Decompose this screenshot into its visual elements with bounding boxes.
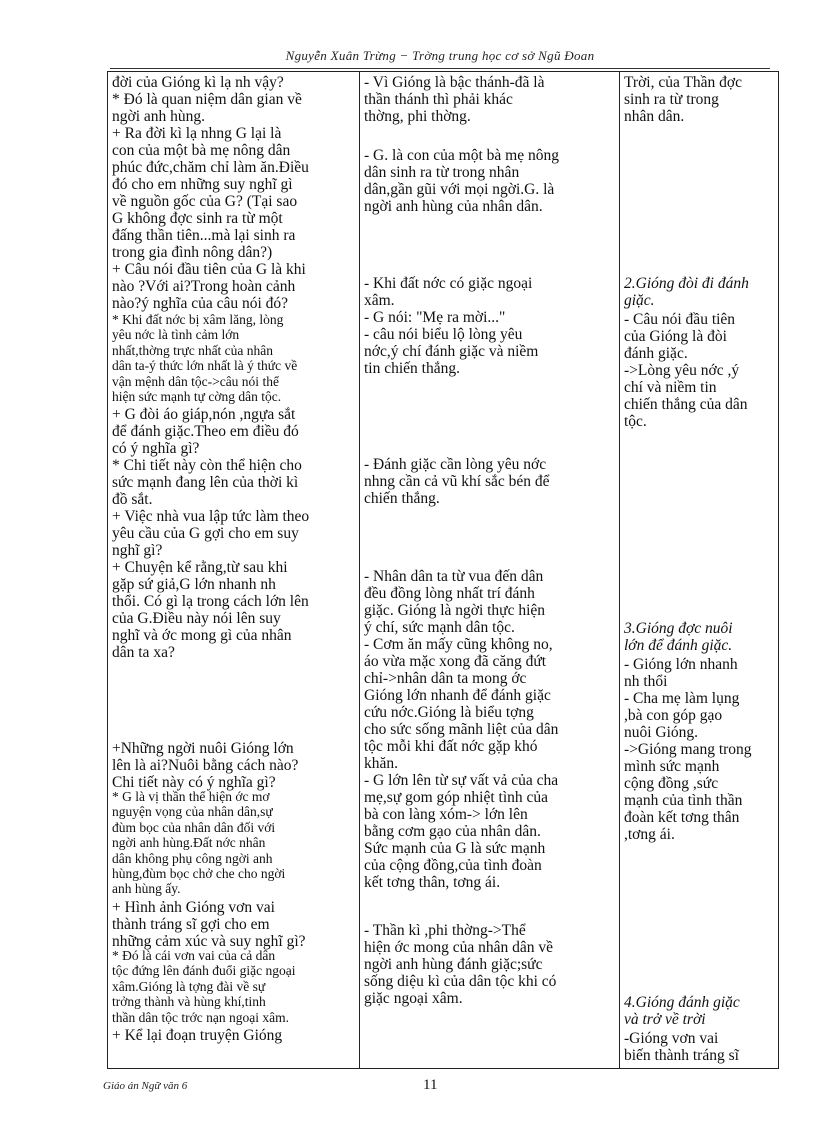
lesson-table: [107, 71, 779, 1069]
text-line: sống diệu kì của dân tộc khi có: [364, 973, 557, 990]
questions-column: [108, 72, 359, 1068]
text-line: + Việc nhà vua lập tức làm theo: [112, 508, 310, 525]
text-line: - câu nói biểu lộ lòng yêu: [364, 326, 523, 343]
text-line: dân ta xa?: [112, 644, 175, 661]
text-line: thờng, phi thờng.: [364, 108, 471, 125]
header-rule: [110, 68, 770, 69]
text-line: đều đồng lòng nhất trí đánh: [364, 585, 535, 602]
text-line: cứu nớc.Gióng là biểu tợng: [364, 704, 534, 721]
text-line: thần dân tộc trớc nạn ngoại xâm.: [112, 1009, 289, 1025]
text-line: giặc.: [624, 292, 655, 309]
text-line: + Ra đời kì lạ nhng G lại là: [112, 125, 282, 142]
text-line: ngời anh hùng đánh giặc;sức: [364, 956, 543, 973]
text-line: ý chí, sức mạnh dân tộc.: [364, 619, 515, 636]
c3-section-3-title: [624, 620, 774, 654]
text-line: - Nhân dân ta từ vua đến dân: [364, 568, 544, 585]
c2-block-6: [364, 922, 615, 1007]
text-line: thần thánh thì phải khác: [364, 91, 513, 108]
text-line: tin chiến thắng.: [364, 360, 460, 377]
text-line: dân,gần gũi với mọi ngời.G. là: [364, 181, 555, 198]
text-line: - Cơm ăn mấy cũng không no,: [364, 636, 553, 653]
text-line: -Gióng vơn vai: [624, 1030, 719, 1047]
text-line: nớc,ý chí đánh giặc và niềm: [364, 343, 539, 360]
text-line: đấng thần tiên...mà lại sinh ra: [112, 227, 296, 244]
text-line: Chi tiết này có ý nghĩa gì?: [112, 774, 276, 791]
text-line: tộc đứng lên đánh đuổi giặc ngoại: [112, 963, 296, 979]
text-line: áo vừa mặc xong đã căng đứt: [364, 653, 547, 670]
page-number: 11: [423, 1077, 438, 1093]
text-line: nh thổi: [624, 673, 668, 690]
answers-column: [359, 72, 619, 1068]
text-line: tộc.: [624, 413, 647, 430]
c2-block-3: [364, 275, 615, 377]
footer-course: Giáo án Ngữ văn 6: [103, 1080, 188, 1092]
c3-block-7: [624, 1030, 774, 1064]
text-line: - Câu nói đầu tiên: [624, 311, 736, 328]
text-line: đùm bọc của nhân dân đối với: [112, 819, 276, 835]
text-line: xâm.Gióng là tợng đài về sự: [112, 978, 266, 994]
header-text: Nguyễn Xuân Trừng − Trờng trung học cơ sở Ngũ Đoan: [285, 48, 595, 63]
text-line: * G là vị thần thể hiện ớc mơ: [112, 789, 270, 804]
text-line: - G nói: "Mẹ ra mời...": [364, 309, 506, 326]
text-line: - Gióng lớn nhanh: [624, 656, 738, 673]
text-line: mình sức mạnh: [624, 758, 720, 775]
text-line: + Kể lại đoạn truyện Gióng: [112, 1027, 283, 1044]
c3-section-2-title: [624, 275, 774, 309]
text-line: ->Lòng yêu nớc ,ý: [624, 362, 740, 379]
text-line: gặp sứ giả,G lớn nhanh nh: [112, 576, 276, 593]
text-line: nhất,thờng trực nhất của nhân: [112, 342, 274, 358]
text-line: sinh ra từ trong: [624, 91, 719, 108]
text-line: thành tráng sĩ gợi cho em: [112, 916, 270, 933]
text-line: * Chi tiết này còn thể hiện cho: [112, 457, 302, 474]
text-line: con của một bà mẹ nông dân: [112, 142, 291, 159]
text-line: ngời anh hùng của nhân dân.: [364, 198, 543, 215]
text-line: yêu nớc là tình cảm lớn: [112, 327, 240, 343]
text-line: bằng cơm gạo của nhân dân.: [364, 823, 541, 840]
c1-block-7: [112, 948, 355, 1025]
text-line: giặc. Gióng là ngời thực hiện: [364, 602, 546, 619]
text-line: hùng,đùm bọc chở che cho ngời: [112, 866, 286, 882]
text-line: nghĩ gì?: [112, 542, 163, 559]
text-line: xâm.: [364, 292, 395, 309]
text-line: dân sinh ra từ trong nhân: [364, 164, 520, 181]
text-line: hiện sức mạnh tự cờng dân tộc.: [112, 389, 282, 405]
text-line: nuôi Gióng.: [624, 724, 699, 741]
text-line: bà con làng xóm-> lớn lên: [364, 806, 528, 823]
text-line: 2.Gióng đòi đi đánh: [624, 275, 749, 292]
text-line: trởng thành và hùng khí,tinh: [112, 994, 266, 1010]
text-line: chỉ->nhân dân ta mong ớc: [364, 670, 527, 687]
text-line: yêu cầu của G gợi cho em suy: [112, 525, 299, 542]
c3-block-5: [624, 656, 774, 843]
c3-section-4-title: [624, 994, 774, 1028]
text-line: lên là ai?Nuôi bằng cách nào?: [112, 757, 299, 774]
c3-block-3: [624, 311, 774, 430]
text-line: đánh giặc.: [624, 345, 688, 362]
text-line: Trời, của Thần đợc: [624, 74, 742, 91]
text-line: G không đợc sinh ra từ một: [112, 210, 283, 227]
text-line: anh hùng ấy.: [112, 881, 181, 897]
text-line: Sức mạnh của G là sức mạnh: [364, 840, 546, 857]
text-line: lớn để đánh giặc.: [624, 637, 733, 654]
text-line: đoàn kết tơng thân: [624, 809, 740, 826]
text-line: ,bà con góp gạo: [624, 707, 723, 724]
text-line: về nguồn gốc của G? (Tại sao: [112, 193, 298, 210]
text-line: 4.Gióng đánh giặc: [624, 994, 740, 1011]
text-line: dân không phụ công ngời anh: [112, 850, 273, 866]
text-line: ngời anh hùng.Đất nớc nhân: [112, 835, 266, 851]
text-line: mẹ,sự gom góp nhiệt tình của: [364, 789, 549, 806]
text-line: sức mạnh đang lên của thời kì: [112, 474, 299, 491]
text-line: và trở về trời: [624, 1011, 706, 1028]
text-line: - Khi đất nớc có giặc ngoại: [364, 275, 533, 292]
text-line: - Vì Gióng là bậc thánh-đã là: [364, 74, 545, 91]
c2-block-5: [364, 568, 615, 891]
text-line: tộc mỗi khi đất nớc gặp khó: [364, 738, 538, 755]
text-line: chí và niềm tin: [624, 379, 717, 396]
text-line: chiến thắng.: [364, 490, 440, 507]
text-line: của Gióng là đòi: [624, 328, 727, 345]
c1-block-6: [112, 899, 355, 950]
c1-block-8: [112, 1027, 355, 1044]
text-line: ->Gióng mang trong: [624, 741, 752, 758]
text-line: giặc ngoại xâm.: [364, 990, 463, 1007]
text-line: chiến thắng của dân: [624, 396, 748, 413]
text-line: nhng cần cả vũ khí sắc bén để: [364, 473, 550, 490]
c1-block-1: [112, 74, 355, 312]
text-line: những cảm xúc và suy nghĩ gì?: [112, 933, 306, 950]
text-line: trong gia đình nông dân?): [112, 244, 273, 261]
text-line: của G.Điều này nói lên suy: [112, 610, 281, 627]
text-line: ,tơng ái.: [624, 826, 675, 843]
c3-block-1: [624, 74, 774, 125]
text-line: + Câu nói đầu tiên của G là khi: [112, 261, 306, 278]
text-line: đồ sắt.: [112, 491, 153, 508]
page-header: [110, 48, 770, 68]
text-line: mạnh của tình thần: [624, 792, 743, 809]
text-line: biến thành tráng sĩ: [624, 1047, 739, 1064]
text-line: ngời anh hùng.: [112, 108, 206, 125]
text-line: - Đánh giặc cần lòng yêu nớc: [364, 456, 547, 473]
c2-block-4: [364, 456, 615, 507]
text-line: dân ta-ý thức lớn nhất là ý thức về: [112, 358, 298, 374]
text-line: * Đó là quan niệm dân gian về: [112, 91, 302, 108]
c1-block-4: [112, 740, 355, 791]
text-line: + G đòi áo giáp,nón ,ngựa sắt: [112, 406, 296, 423]
c2-block-1: [364, 74, 615, 125]
text-line: đời của Gióng kì lạ nh vậy?: [112, 74, 284, 91]
text-line: phúc đức,chăm chỉ làm ăn.Điều: [112, 159, 309, 176]
text-line: hiện ớc mong của nhân dân về: [364, 939, 553, 956]
text-line: cho sức sống mãnh liệt của dân: [364, 721, 559, 738]
text-line: của cộng đồng,của tình đoàn: [364, 857, 542, 874]
text-line: * Đó là cái vơn vai của cả dân: [112, 948, 276, 963]
text-line: thổi. Có gì lạ trong cách lớn lên: [112, 593, 309, 610]
text-line: nào ?Với ai?Trong hoàn cảnh: [112, 278, 296, 295]
text-line: nghĩ và ớc mong gì của nhân: [112, 627, 292, 644]
text-line: nhân dân.: [624, 108, 685, 125]
text-line: có ý nghĩa gì?: [112, 440, 200, 457]
text-line: để đánh giặc.Theo em điều đó: [112, 423, 299, 440]
notes-column: [619, 72, 778, 1068]
text-line: 3.Gióng đợc nuôi: [624, 620, 733, 637]
text-line: vận mệnh dân tộc->câu nói thể: [112, 373, 279, 389]
text-line: + Chuyện kể rằng,từ sau khi: [112, 559, 288, 576]
c1-block-5: [112, 789, 355, 897]
text-line: kết tơng thân, tơng ái.: [364, 874, 501, 891]
c1-block-2: [112, 312, 355, 404]
text-line: - Thần kì ,phi thờng->Thể: [364, 922, 526, 939]
text-line: - G lớn lên từ sự vất vả của cha: [364, 772, 559, 789]
text-line: đó cho em những suy nghĩ gì: [112, 176, 293, 193]
text-line: - Cha mẹ làm lụng: [624, 690, 740, 707]
text-line: +Những ngời nuôi Gióng lớn: [112, 740, 294, 757]
text-line: * Khi đất nớc bị xâm lăng, lòng: [112, 312, 284, 327]
text-line: cộng đồng ,sức: [624, 775, 719, 792]
c1-block-3: [112, 406, 355, 661]
text-line: - G. là con của một bà mẹ nông: [364, 147, 559, 164]
text-line: Gióng lớn nhanh để đánh giặc: [364, 687, 551, 704]
c2-block-2: [364, 147, 615, 215]
text-line: nào?ý nghĩa của câu nói đó?: [112, 295, 289, 312]
text-line: khăn.: [364, 755, 399, 772]
text-line: nguyện vọng của nhân dân,sự: [112, 804, 273, 820]
text-line: + Hình ảnh Gióng vơn vai: [112, 899, 275, 916]
